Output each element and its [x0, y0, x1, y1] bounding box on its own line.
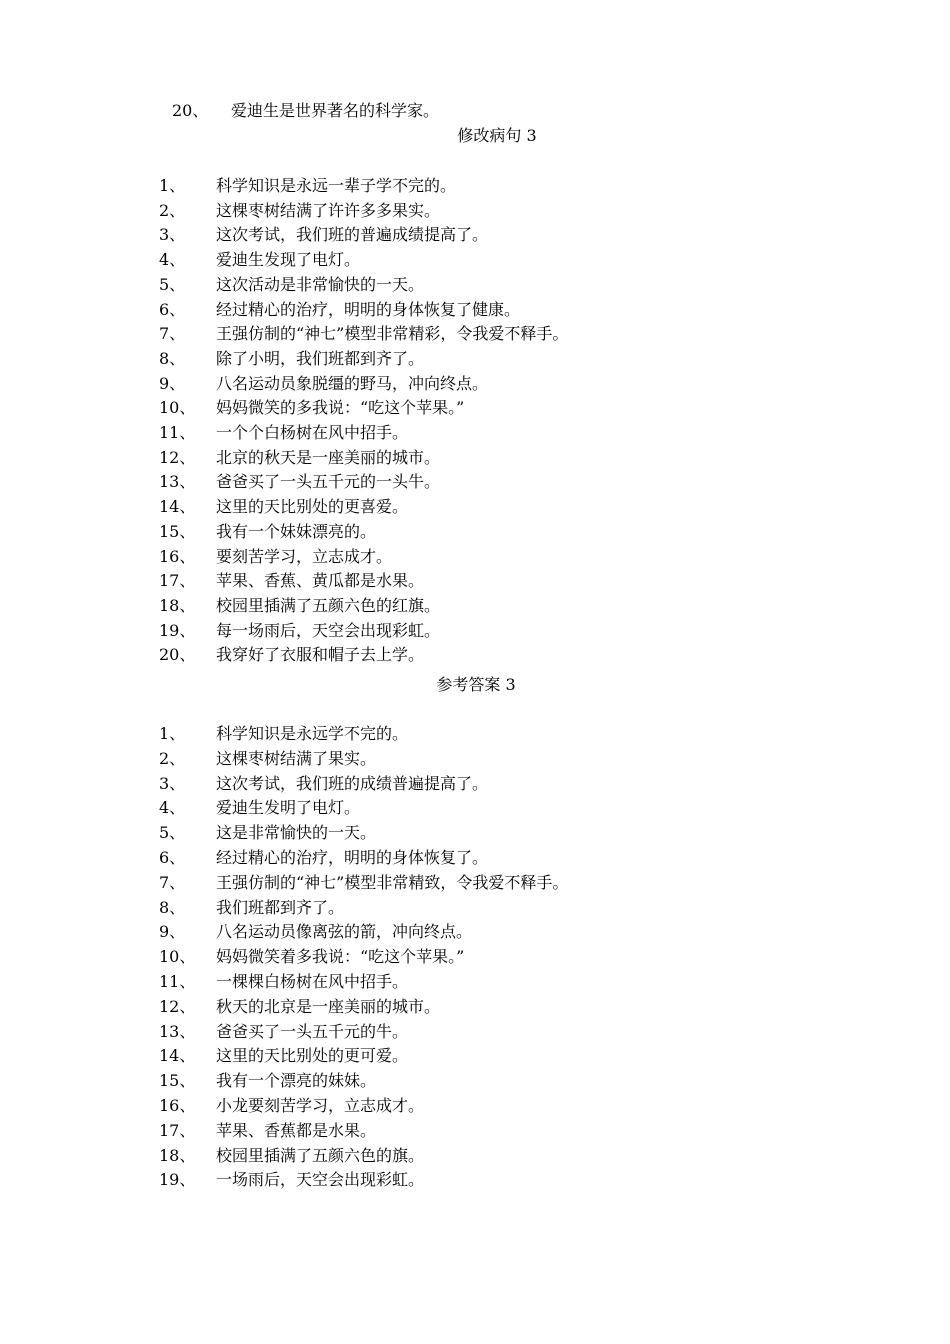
- item-text: 除了小明，我们班都到齐了。: [216, 348, 425, 368]
- item-text: 这次考试，我们班的普遍成绩提高了。: [216, 225, 489, 245]
- list-item: [0, 1167, 950, 1192]
- item-text: 这里的天比别处的更喜爱。: [216, 497, 409, 517]
- list-item-top: [0, 98, 950, 123]
- list-item: [0, 544, 950, 569]
- list-item: [0, 297, 950, 322]
- item-text: 爱迪生发明了电灯。: [216, 798, 361, 818]
- item-number: 14、: [159, 497, 196, 517]
- list-item: [0, 969, 950, 994]
- item-text: 小龙要刻苦学习，立志成才。: [216, 1096, 425, 1115]
- item-text: 要刻苦学习，立志成才。: [216, 546, 393, 566]
- section-title-text: 修改病句 3: [457, 126, 537, 145]
- item-number: 6、: [159, 299, 186, 319]
- item-number: 17、: [159, 571, 196, 591]
- item-number: 3、: [159, 225, 186, 245]
- item-number: 19、: [159, 620, 196, 640]
- list-item: [0, 994, 950, 1019]
- item-number: 20、: [172, 101, 209, 120]
- item-text: 王强仿制的“神七”模型非常精致，令我爱不释手。: [216, 872, 569, 892]
- item-number: 7、: [159, 324, 186, 344]
- item-number: 18、: [159, 1145, 196, 1165]
- item-text: 这里的天比别处的更可爱。: [216, 1046, 409, 1066]
- list-item: [0, 642, 950, 667]
- item-number: 20、: [159, 645, 196, 665]
- item-number: 15、: [159, 521, 196, 541]
- item-text: 一个个白杨树在风中招手。: [216, 423, 409, 442]
- item-number: 10、: [159, 947, 196, 967]
- list-item: [0, 593, 950, 618]
- list-item: [0, 618, 950, 643]
- item-number: 13、: [159, 472, 196, 492]
- item-text: 这棵枣树结满了许许多多果实。: [216, 200, 441, 220]
- list-item: [0, 222, 950, 247]
- list-item: [0, 445, 950, 470]
- list-item: [0, 721, 950, 746]
- item-text: 爱迪生是世界著名的科学家。: [231, 101, 440, 120]
- item-number: 10、: [159, 398, 196, 418]
- item-number: 19、: [159, 1170, 196, 1190]
- item-number: 11、: [159, 972, 196, 991]
- section-title-text: 参考答案 3: [436, 675, 516, 694]
- item-text: 爸爸买了一头五千元的一头牛。: [216, 472, 441, 492]
- item-text: 经过精心的治疗，明明的身体恢复了。: [216, 848, 489, 867]
- list-item: [0, 771, 950, 796]
- item-number: 6、: [159, 848, 186, 867]
- item-number: 4、: [159, 250, 186, 270]
- item-number: 16、: [159, 1096, 196, 1115]
- item-text: 校园里插满了五颜六色的红旗。: [216, 595, 441, 615]
- list-item: [0, 371, 950, 396]
- list-item: [0, 519, 950, 544]
- item-number: 18、: [159, 595, 196, 615]
- list-item: [0, 795, 950, 820]
- item-number: 8、: [159, 348, 186, 368]
- list-item: [0, 568, 950, 593]
- item-number: 8、: [159, 897, 186, 917]
- list-item: [0, 420, 950, 445]
- list-item: [0, 346, 950, 371]
- item-number: 16、: [159, 546, 196, 566]
- item-text: 我们班都到齐了。: [216, 897, 345, 917]
- item-text: 八名运动员象脱缰的野马，冲向终点。: [216, 373, 489, 393]
- list-item: [0, 845, 950, 870]
- item-text: 经过精心的治疗，明明的身体恢复了健康。: [216, 299, 521, 319]
- item-text: 一场雨后，天空会出现彩虹。: [216, 1170, 425, 1190]
- item-number: 2、: [159, 748, 186, 768]
- list-item: [0, 198, 950, 223]
- item-text: 这是非常愉快的一天。: [216, 823, 377, 843]
- list-item: [0, 895, 950, 920]
- item-text: 我穿好了衣服和帽子去上学。: [216, 645, 425, 665]
- list-item: [0, 746, 950, 771]
- item-text: 爱迪生发现了电灯。: [216, 250, 361, 270]
- item-text: 秋天的北京是一座美丽的城市。: [216, 996, 441, 1016]
- item-text: 我有一个漂亮的妹妹。: [216, 1071, 377, 1091]
- item-number: 12、: [159, 447, 196, 467]
- item-number: 15、: [159, 1071, 196, 1091]
- item-number: 14、: [159, 1046, 196, 1066]
- item-text: 这棵枣树结满了果实。: [216, 748, 377, 768]
- list-item: [0, 1143, 950, 1168]
- item-text: 王强仿制的“神七”模型非常精彩，令我爱不释手。: [216, 324, 569, 344]
- item-text: 科学知识是永远一辈子学不完的。: [216, 176, 457, 195]
- item-text: 这次考试，我们班的成绩普遍提高了。: [216, 773, 489, 793]
- item-number: 9、: [159, 373, 186, 393]
- list-item: [0, 1093, 950, 1118]
- item-text: 科学知识是永远学不完的。: [216, 724, 409, 743]
- list-item: [0, 1043, 950, 1068]
- list-item: [0, 395, 950, 420]
- item-text: 八名运动员像离弦的箭，冲向终点。: [216, 922, 473, 942]
- list-item: [0, 469, 950, 494]
- item-text: 北京的秋天是一座美丽的城市。: [216, 447, 441, 467]
- item-number: 11、: [159, 423, 196, 442]
- item-number: 9、: [159, 922, 186, 942]
- item-text: 我有一个妹妹漂亮的。: [216, 521, 377, 541]
- item-number: 13、: [159, 1021, 196, 1041]
- item-number: 5、: [159, 274, 186, 294]
- list-item: [0, 494, 950, 519]
- list-item: [0, 247, 950, 272]
- list-item: [0, 173, 950, 198]
- item-number: 4、: [159, 798, 186, 818]
- section-title-revise: [0, 123, 950, 148]
- item-number: 1、: [159, 724, 186, 743]
- item-number: 12、: [159, 996, 196, 1016]
- list-item: [0, 1068, 950, 1093]
- item-text: 一棵棵白杨树在风中招手。: [216, 972, 409, 991]
- item-text: 每一场雨后，天空会出现彩虹。: [216, 620, 441, 640]
- list-item: [0, 919, 950, 944]
- list-item: [0, 820, 950, 845]
- item-text: 苹果、香蕉、黄瓜都是水果。: [216, 571, 425, 591]
- item-text: 妈妈微笑的多我说：“吃这个苹果。”: [216, 398, 465, 418]
- item-text: 这次活动是非常愉快的一天。: [216, 274, 425, 294]
- item-number: 5、: [159, 823, 186, 843]
- list-item: [0, 944, 950, 969]
- item-number: 7、: [159, 872, 186, 892]
- list-item: [0, 1019, 950, 1044]
- list-item: [0, 1118, 950, 1143]
- list-item: [0, 870, 950, 895]
- item-number: 1、: [159, 176, 186, 195]
- item-number: 3、: [159, 773, 186, 793]
- item-number: 2、: [159, 200, 186, 220]
- item-text: 校园里插满了五颜六色的旗。: [216, 1145, 425, 1165]
- list-item: [0, 272, 950, 297]
- section-title-answers: [0, 672, 950, 697]
- item-text: 爸爸买了一头五千元的牛。: [216, 1021, 409, 1041]
- item-text: 妈妈微笑着多我说：“吃这个苹果。”: [216, 947, 465, 967]
- list-item: [0, 321, 950, 346]
- item-text: 苹果、香蕉都是水果。: [216, 1120, 377, 1140]
- item-number: 17、: [159, 1120, 196, 1140]
